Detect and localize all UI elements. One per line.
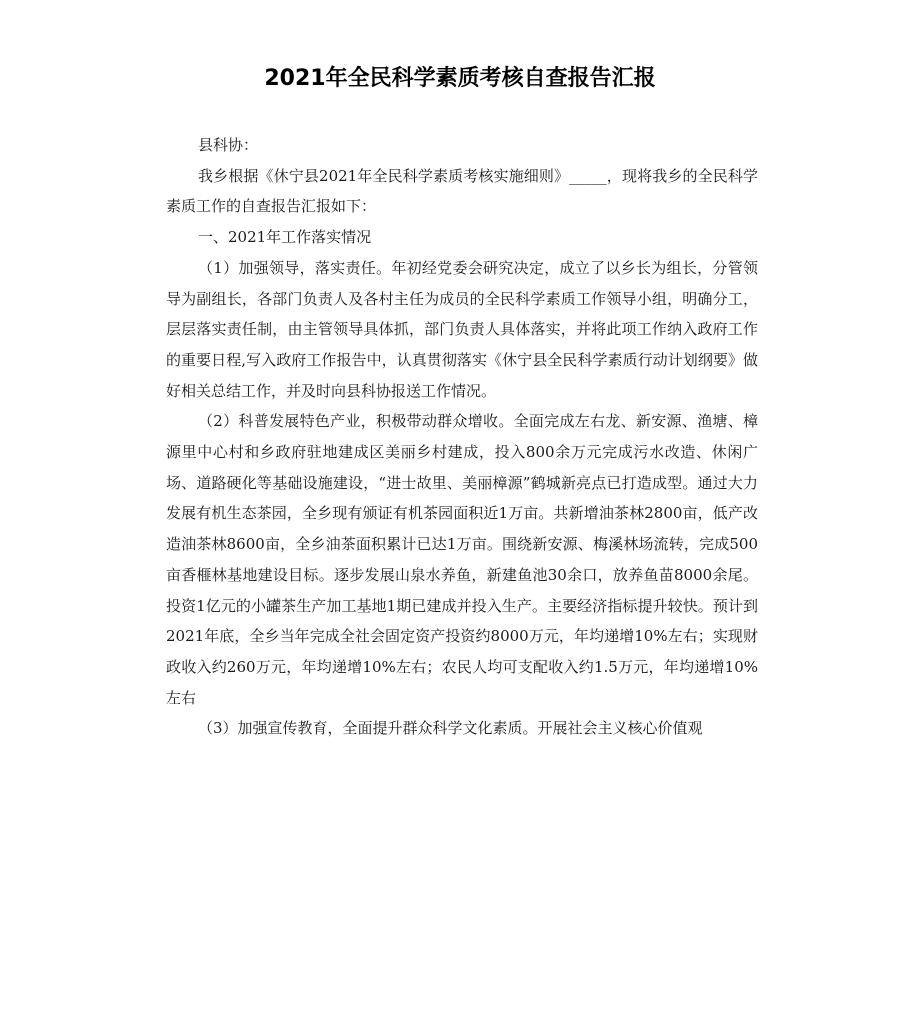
body-paragraph-1: （1）加强领导，落实责任。年初经党委会研究决定，成立了以乡长为组长，分管领导为副组长，各部门负责人及各村主任为成员的全民科学素质工作领导小组，明确分工，层层落实责任制，由主管领导具体抓，部门负责人具体落实，并将此项工作纳入政府工作的重要日程,写入政府工作报告中，认真贯彻落实《休宁县全民科学素质行动计划纲要》做好相关总结工作，并及时向县科协报送工作情况。	[166, 258, 758, 400]
salutation: 县科协：	[198, 136, 259, 154]
body-paragraph-2: （2）科普发展特色产业，积极带动群众增收。全面完成左右龙、新安源、渔塘、樟源里中心村和乡政府驻地建成区美丽乡村建成，投入800余万元完成污水改造、休闲广场、道路硬化等基础设施建设，“进士故里、美丽樟源”鹤城新亮点已打造成型。通过大力发展有机生态茶园，全乡现有颁证有机茶园面积近1万亩。共新增油茶林2800亩，低产改造油茶林8600亩，全乡油茶面积累计已达1万亩。围绕新安源、梅溪林场流转，完成500亩香榧林基地建设目标。逐步发展山泉水养鱼，新建鱼池30余口，放养鱼苗8000余尾。投资1亿元的小罐茶生产加工基地1期已建成并投入生产。主要经济指标提升较快。预计到2021年底，全乡当年完成全社会固定资产投资约8000万元，年均递增10%左右；实现财政收入约260万元，年均递增10%左右；农民人均可支配收入约1.5万元，年均递增10%左右	[166, 412, 758, 707]
section-heading: 一、2021年工作落实情况	[198, 228, 372, 247]
document-title: 2021年全民科学素质考核自查报告汇报	[264, 66, 656, 91]
intro-paragraph: 我乡根据《休宁县2021年全民科学素质考核实施细则》_____，现将我乡的全民科学素质工作的自查报告汇报如下：	[166, 166, 758, 216]
body-paragraph-3: （3）加强宣传教育，全面提升群众科学文化素质。开展社会主义核心价值观	[198, 719, 703, 738]
document-body	[166, 130, 758, 744]
